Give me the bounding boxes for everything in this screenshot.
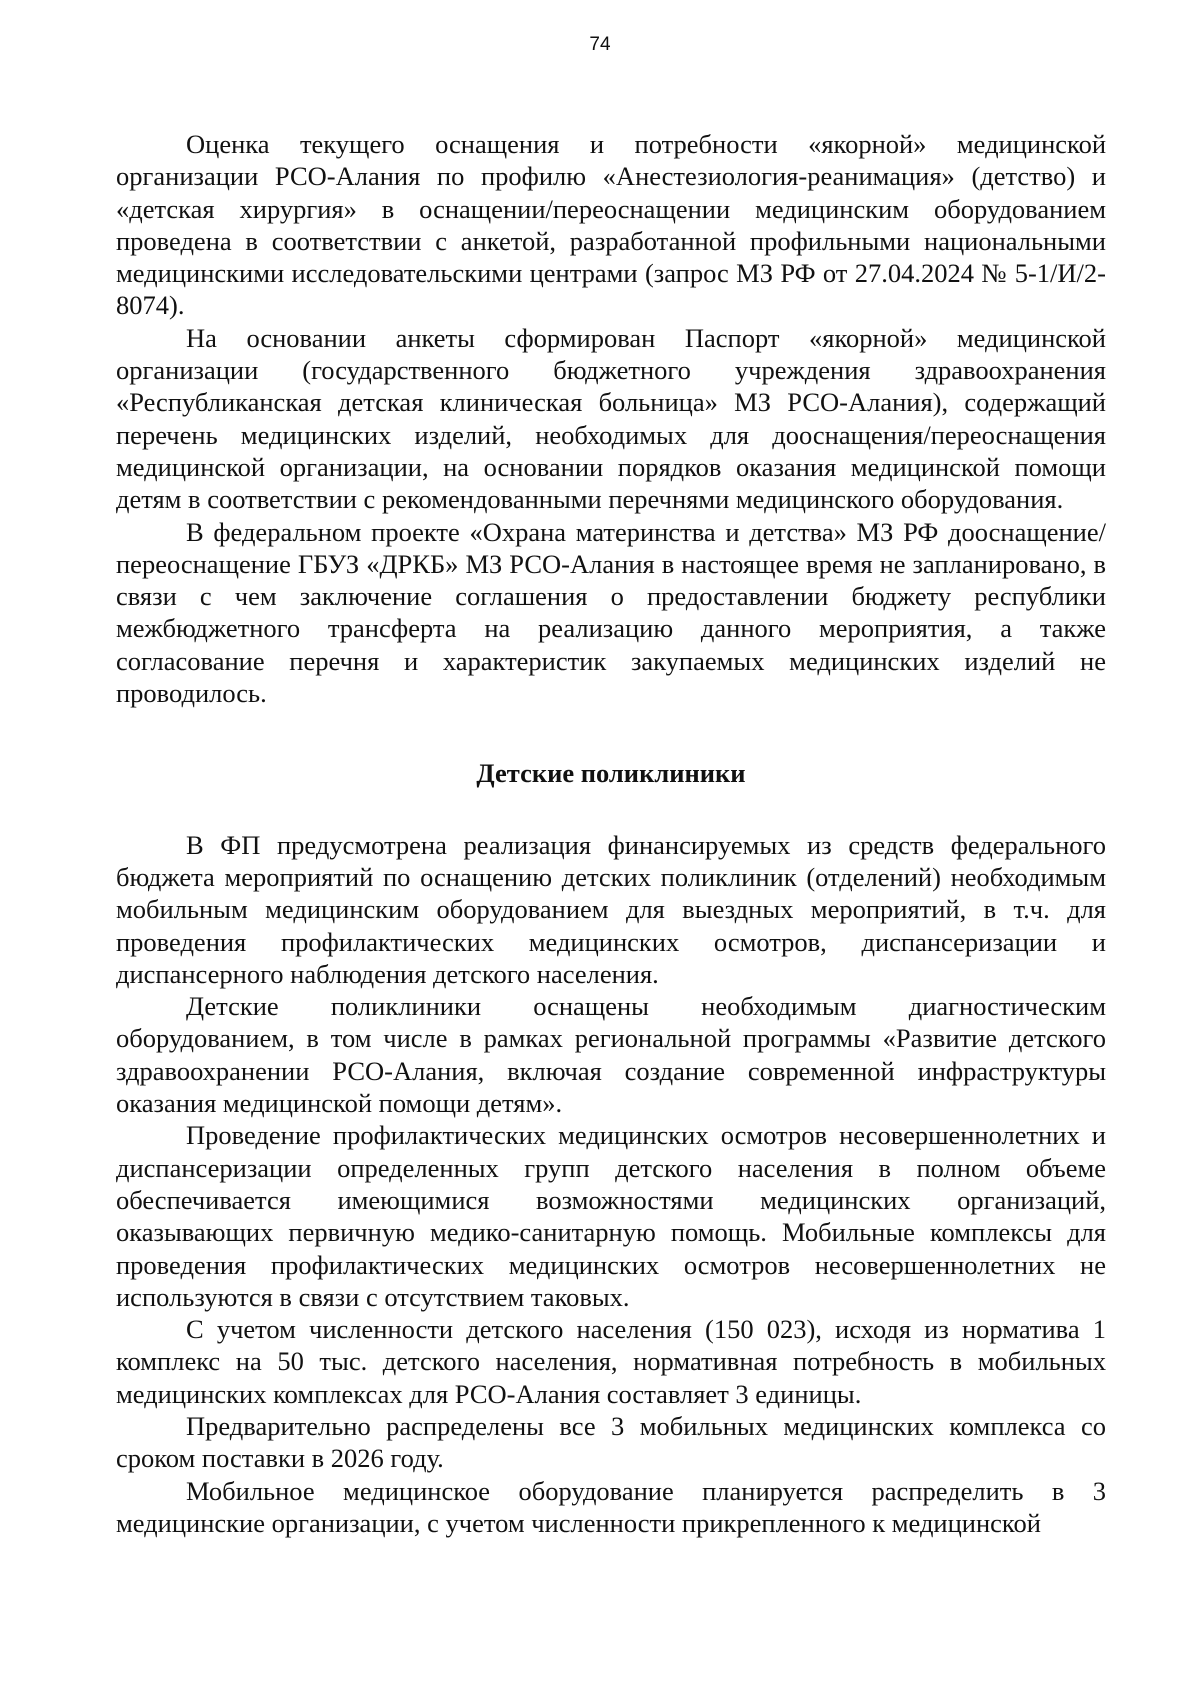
paragraph-population-norm: С учетом численности детского населения (150 023), исходя из норматива 1 комплекс на 50 тыс. детского населения, нормативная потребность в мобильных медицинских комплексах для РСО-Алания составляет 3 единицы. bbox=[116, 1314, 1106, 1409]
section-heading-children-polyclinics: Детские поликлиники bbox=[476, 758, 746, 789]
paragraph-anchor-org-assessment: Оценка текущего оснащения и потребности «якорной» медицинской организации РСО-Алания по профилю «Анестезиология-реанимация» (детство) и «детская хирургия» в оснащении/переоснащении медицинским оборудованием проведена в соответствии с анкетой, разработанной профильными национальными медицинскими исследовательскими центрами (запрос МЗ РФ от 27.04.2024 № 5-1/И/2-8074). bbox=[116, 129, 1106, 321]
page-number: 74 bbox=[589, 34, 611, 55]
paragraph-fp-mobile-equipment: В ФП предусмотрена реализация финансируемых из средств федерального бюджета мероприятий по оснащению детских поликлиник (отделений) необходимым мобильным медицинским оборудованием для выездных мероприятий, в т.ч. для проведения профилактических медицинских осмотров, диспансеризации и диспансерного наблюдения детского населения. bbox=[116, 829, 1106, 989]
paragraph-mobile-allocation: Мобильное медицинское оборудование планируется распределить в 3 медицинские организации, с учетом численности прикрепленного к медицинской bbox=[116, 1475, 1106, 1538]
paragraph-polyclinics-equipped: Детские поликлиники оснащены необходимым диагностическим оборудованием, в том числе в рамках региональной программы «Развитие детского здравоохранении РСО-Алания, включая создание современной инфраструктуры оказания медицинской помощи детям». bbox=[116, 991, 1106, 1119]
document-body bbox=[116, 128, 1106, 1539]
paragraph-distribution: Предварительно распределены все 3 мобильных медицинских комплекса со сроком поставки в 2026 году. bbox=[116, 1410, 1106, 1474]
paragraph-federal-project: В федеральном проекте «Охрана материнства и детства» МЗ РФ дооснащение/переоснащение ГБУЗ «ДРКБ» МЗ РСО-Алания в настоящее время не запланировано, в связи с чем заключение соглашения о предоставлении бюджету республики межбюджетного трансферта на реализацию данного мероприятия, а также согласование перечня и характеристик закупаемых медицинских изделий не проводилось. bbox=[116, 516, 1106, 709]
paragraph-anchor-org-passport: На основании анкеты сформирован Паспорт «якорной» медицинской организации (государственного бюджетного учреждения здравоохранения «Республиканская детская клиническая больница» МЗ РСО-Алания), содержащий перечень медицинских изделий, необходимых для дооснащения/переоснащения медицинской организации, на основании порядков оказания медицинской помощи детям в соответствии с рекомендованными перечнями медицинского оборудования. bbox=[116, 322, 1106, 515]
paragraph-preventive-exams: Проведение профилактических медицинских осмотров несовершеннолетних и диспансеризации определенных групп детского населения в полном объеме обеспечивается имеющимися возможностями медицинских организаций, оказывающих первичную медико-санитарную помощь. Мобильные комплексы для проведения профилактических медицинских осмотров несовершеннолетних не используются в связи с отсутствием таковых. bbox=[116, 1120, 1106, 1312]
